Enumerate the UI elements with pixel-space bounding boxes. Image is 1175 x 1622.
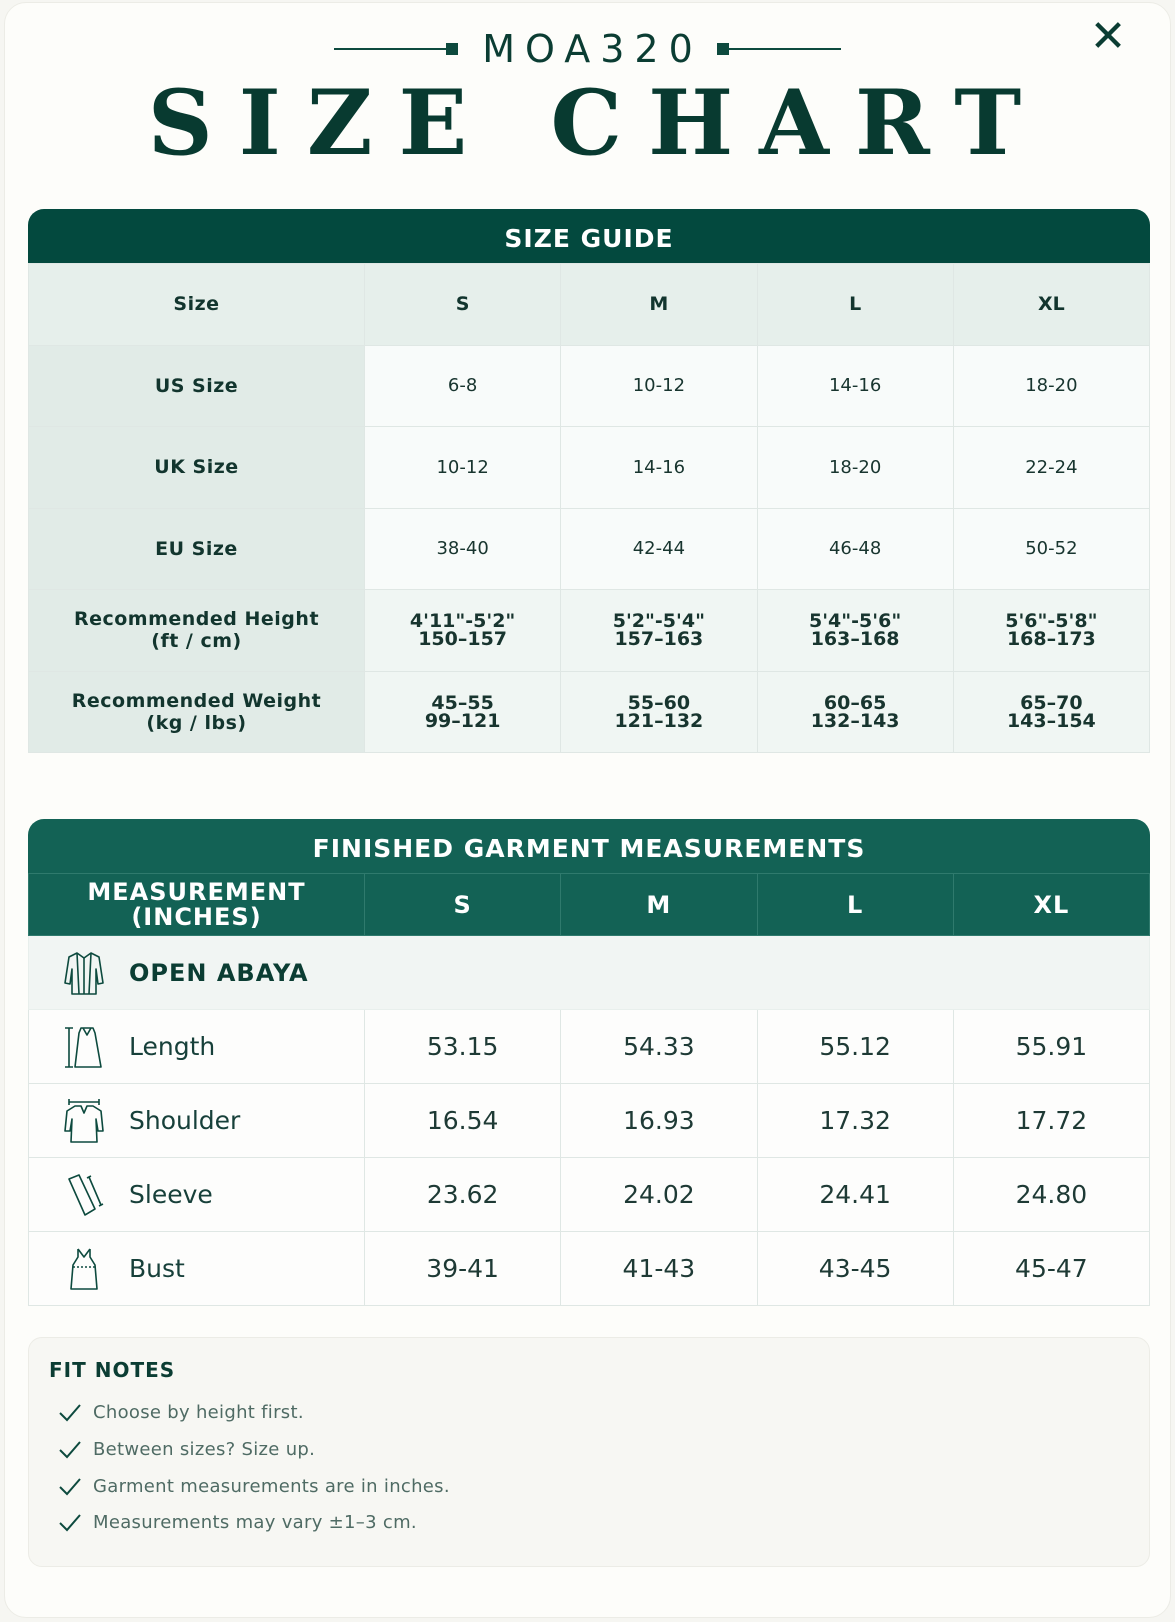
recommended-height-row bbox=[29, 590, 1150, 672]
measurement-label-cell bbox=[29, 1232, 365, 1306]
measurement-value: 39-41 bbox=[365, 1232, 561, 1306]
model-code: MOA320 bbox=[482, 27, 703, 71]
check-icon bbox=[57, 1400, 83, 1424]
height-ft: 5'6"-5'8" bbox=[1005, 610, 1098, 633]
size-guide-header-row bbox=[29, 264, 1150, 346]
garment-header-m: M bbox=[561, 874, 757, 936]
category-wrap bbox=[29, 949, 1149, 997]
height-ft: 4'11"-5'2" bbox=[409, 610, 516, 633]
height-cm: 150–157 bbox=[418, 628, 508, 651]
measurement-label-wrap bbox=[29, 1245, 364, 1293]
cell-value: 22-24 bbox=[953, 427, 1149, 509]
size-header-l: L bbox=[757, 264, 953, 346]
measurement-value: 24.02 bbox=[561, 1158, 757, 1232]
height-cm: 157–163 bbox=[614, 628, 704, 651]
weight-kg: 60–65 bbox=[823, 691, 887, 714]
weight-kg: 65–70 bbox=[1020, 691, 1083, 714]
bust-row bbox=[29, 1232, 1150, 1306]
cell-value: 50-52 bbox=[953, 508, 1149, 590]
cell-value: 18-20 bbox=[757, 427, 953, 509]
length-icon bbox=[61, 1023, 107, 1071]
measurement-label: Length bbox=[129, 1032, 216, 1061]
row-label-line: (kg / lbs) bbox=[146, 711, 247, 734]
height-cm: 163–168 bbox=[810, 628, 900, 651]
bust-icon bbox=[61, 1245, 107, 1293]
row-label: UK Size bbox=[29, 427, 365, 509]
size-header-xl: XL bbox=[953, 264, 1149, 346]
divider-square-left bbox=[446, 43, 458, 55]
close-icon[interactable]: ✕ bbox=[1089, 11, 1127, 62]
header bbox=[5, 3, 1170, 203]
height-cm: 168–173 bbox=[1006, 628, 1096, 651]
size-guide-title: SIZE GUIDE bbox=[28, 209, 1150, 263]
cell-value bbox=[757, 590, 953, 672]
measurement-value: 55.91 bbox=[953, 1010, 1149, 1084]
eu-size-row bbox=[29, 508, 1150, 590]
sleeve-row bbox=[29, 1158, 1150, 1232]
size-header-s: S bbox=[365, 264, 561, 346]
measurement-value: 17.72 bbox=[953, 1084, 1149, 1158]
cell-value bbox=[757, 671, 953, 753]
size-guide-table bbox=[28, 263, 1150, 753]
cell-value bbox=[953, 590, 1149, 672]
height-ft: 5'2"-5'4" bbox=[612, 610, 705, 633]
measurement-label-wrap bbox=[29, 1023, 364, 1071]
header-label-line: (INCHES) bbox=[131, 902, 262, 931]
measurement-label-cell bbox=[29, 1084, 365, 1158]
cell-value: 14-16 bbox=[757, 345, 953, 427]
recommended-weight-row bbox=[29, 671, 1150, 753]
check-icon bbox=[57, 1437, 83, 1461]
measurement-value: 24.80 bbox=[953, 1158, 1149, 1232]
row-label-line: Recommended Weight bbox=[71, 689, 322, 712]
sleeve-icon bbox=[61, 1171, 107, 1219]
garment-header-l: L bbox=[757, 874, 953, 936]
row-label bbox=[29, 590, 365, 672]
measurement-label: Shoulder bbox=[129, 1106, 241, 1135]
divider-line-left bbox=[334, 48, 446, 50]
cell-value: 46-48 bbox=[757, 508, 953, 590]
weight-lbs: 143–154 bbox=[1006, 709, 1096, 732]
note-text: Garment measurements are in inches. bbox=[93, 1475, 450, 1497]
category-label: OPEN ABAYA bbox=[129, 958, 309, 987]
size-header-m: M bbox=[561, 264, 757, 346]
garment-measurements-title: FINISHED GARMENT MEASUREMENTS bbox=[28, 819, 1150, 873]
measurement-value: 43-45 bbox=[757, 1232, 953, 1306]
header-label-line: MEASUREMENT bbox=[87, 877, 306, 906]
height-ft: 5'4"-5'6" bbox=[809, 610, 902, 633]
measurement-value: 17.32 bbox=[757, 1084, 953, 1158]
row-label: US Size bbox=[29, 345, 365, 427]
note-item bbox=[57, 1437, 315, 1461]
cell-value: 18-20 bbox=[953, 345, 1149, 427]
note-text: Between sizes? Size up. bbox=[93, 1438, 316, 1460]
measurement-label: Bust bbox=[129, 1254, 185, 1283]
us-size-row bbox=[29, 345, 1150, 427]
garment-header-s: S bbox=[365, 874, 561, 936]
size-chart-card bbox=[4, 2, 1171, 1618]
category-cell bbox=[29, 936, 1150, 1010]
measurement-value: 16.54 bbox=[365, 1084, 561, 1158]
measurement-label-wrap bbox=[29, 1097, 364, 1145]
fit-notes-panel bbox=[28, 1337, 1150, 1567]
garment-measurements-section bbox=[28, 819, 1150, 1306]
category-row bbox=[29, 936, 1150, 1010]
cell-value bbox=[561, 590, 757, 672]
size-guide-section bbox=[28, 209, 1150, 753]
cell-value: 10-12 bbox=[365, 427, 561, 509]
divider-line-right bbox=[729, 48, 841, 50]
measurement-value: 45-47 bbox=[953, 1232, 1149, 1306]
size-header-label: Size bbox=[29, 264, 365, 346]
measurement-value: 24.41 bbox=[757, 1158, 953, 1232]
cell-value: 6-8 bbox=[365, 345, 561, 427]
note-item bbox=[57, 1510, 417, 1534]
row-label bbox=[29, 671, 365, 753]
garment-measurements-table bbox=[28, 873, 1150, 1306]
measurement-value: 54.33 bbox=[561, 1010, 757, 1084]
weight-lbs: 99–121 bbox=[424, 709, 501, 732]
note-text: Measurements may vary ±1–3 cm. bbox=[93, 1511, 417, 1533]
cell-value bbox=[365, 590, 561, 672]
measurement-value: 41-43 bbox=[561, 1232, 757, 1306]
cell-value: 10-12 bbox=[561, 345, 757, 427]
shoulder-row bbox=[29, 1084, 1150, 1158]
weight-lbs: 121–132 bbox=[614, 709, 704, 732]
cell-value: 38-40 bbox=[365, 508, 561, 590]
weight-kg: 45–55 bbox=[431, 691, 494, 714]
measurement-value: 16.93 bbox=[561, 1084, 757, 1158]
cell-value bbox=[365, 671, 561, 753]
garment-header-xl: XL bbox=[953, 874, 1149, 936]
measurement-value: 55.12 bbox=[757, 1010, 953, 1084]
measurement-value: 53.15 bbox=[365, 1010, 561, 1084]
measurement-value: 23.62 bbox=[365, 1158, 561, 1232]
measurement-label-cell bbox=[29, 1158, 365, 1232]
length-row bbox=[29, 1010, 1150, 1084]
uk-size-row bbox=[29, 427, 1150, 509]
row-label-line: Recommended Height bbox=[73, 608, 320, 631]
measurement-label-wrap bbox=[29, 1171, 364, 1219]
weight-kg: 55–60 bbox=[627, 691, 691, 714]
row-label-line: (ft / cm) bbox=[151, 630, 242, 653]
model-row bbox=[5, 25, 1170, 73]
check-icon bbox=[57, 1474, 83, 1498]
row-label: EU Size bbox=[29, 508, 365, 590]
measurement-label: Sleeve bbox=[129, 1180, 213, 1209]
abaya-icon bbox=[61, 949, 107, 997]
measurement-label-cell bbox=[29, 1010, 365, 1084]
page-title: SIZE CHART bbox=[147, 70, 1048, 176]
note-item bbox=[57, 1474, 450, 1498]
cell-value bbox=[953, 671, 1149, 753]
cell-value: 42-44 bbox=[561, 508, 757, 590]
weight-lbs: 132–143 bbox=[810, 709, 900, 732]
garment-header-row bbox=[29, 874, 1150, 936]
note-item bbox=[57, 1400, 304, 1424]
divider-square-right bbox=[717, 43, 729, 55]
check-icon bbox=[57, 1510, 83, 1534]
shoulder-icon bbox=[61, 1097, 107, 1145]
cell-value bbox=[561, 671, 757, 753]
note-text: Choose by height first. bbox=[93, 1401, 304, 1423]
measurement-header-label bbox=[29, 874, 365, 936]
fit-notes-title: FIT NOTES bbox=[49, 1358, 176, 1382]
cell-value: 14-16 bbox=[561, 427, 757, 509]
